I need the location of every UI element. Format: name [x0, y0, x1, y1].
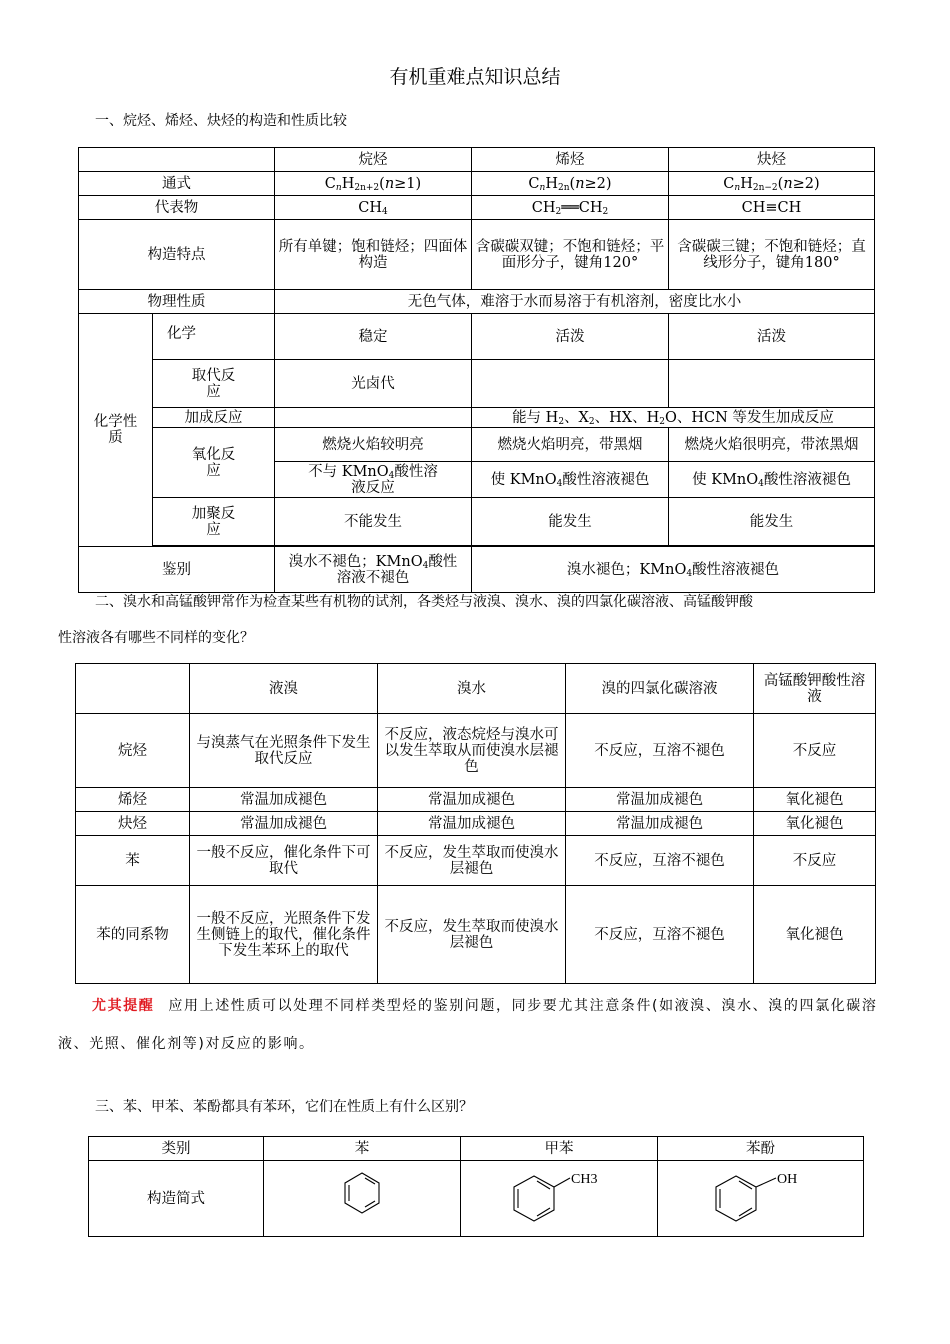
t3-header-toluene: 甲苯: [461, 1137, 658, 1161]
table-cell: 氧化褪色: [754, 812, 876, 836]
t3-header-benzene: 苯: [264, 1137, 461, 1161]
special-reminder-label: 尤其提醒: [92, 998, 155, 1014]
structure-label: 构造特点: [79, 220, 275, 290]
table-cell: 常温加成褪色: [190, 812, 378, 836]
benzene-comparison-table: [88, 1136, 864, 1237]
ident-other: 溴水褪色；KMnO$_4$酸性溶液褪色: [472, 547, 875, 593]
reagent-reaction-table: [75, 663, 876, 984]
page-title: 有机重难点知识总结: [389, 66, 561, 88]
toluene-structure: [461, 1161, 658, 1237]
header-alkene: 烯烃: [472, 148, 669, 172]
t2-header-bromine-water: 溴水: [378, 664, 566, 714]
struct-alkyne: 含碳碳三键；不饱和链烃；直线形分子，键角180°: [669, 220, 875, 290]
table-cell: 不反应: [754, 836, 876, 886]
t2-corner: [76, 664, 190, 714]
phenol-structure: [658, 1161, 864, 1237]
rep-alkyne: CH≡CH: [669, 196, 875, 220]
addition-label: 加成反应: [153, 408, 275, 428]
chem-alkene: 活泼: [472, 314, 669, 360]
ox1-alkane: 燃烧火焰较明亮: [275, 428, 472, 462]
section-2-line-2: 性溶液各有哪些不同样的变化？: [58, 630, 254, 646]
table-cell: 不反应，发生萃取而使溴水层褪色: [378, 836, 566, 886]
table-cell: 一般不反应，催化条件下可取代: [190, 836, 378, 886]
physical-label: 物理性质: [79, 290, 275, 314]
table-row-label: 烯烃: [76, 788, 190, 812]
table-cell: 氧化褪色: [754, 886, 876, 984]
benzene-structure: [264, 1161, 461, 1237]
subst-alkyne: [669, 360, 875, 408]
oh-label: OH: [776, 1171, 797, 1187]
poly-alkane: 不能发生: [275, 498, 472, 546]
alkane-alkene-alkyne-table: [78, 147, 875, 593]
ox1-alkyne: 燃烧火焰很明亮，带浓黑烟: [669, 428, 875, 462]
formula-alkyne: $C_nH_{2n-2}(n\ge 2)$: [669, 172, 875, 196]
header-alkyne: 炔烃: [669, 148, 875, 172]
table-cell: 常温加成褪色: [378, 812, 566, 836]
special-reminder-paragraph: [58, 987, 894, 1063]
table-cell: 常温加成褪色: [190, 788, 378, 812]
table-cell: 不反应，互溶不褪色: [566, 886, 754, 984]
poly-alkene: 能发生: [472, 498, 669, 546]
ox1-alkene: 燃烧火焰明亮，带黑烟: [472, 428, 669, 462]
ident-alkane: 溴水不褪色；KMnO$_4$酸性溶液不褪色: [275, 547, 472, 593]
formula-label: 通式: [79, 172, 275, 196]
table1-corner: [79, 148, 275, 172]
table-cell: 常温加成褪色: [378, 788, 566, 812]
phenol-structure-icon: [706, 1166, 816, 1232]
identification-label: 鉴别: [79, 547, 275, 593]
t2-header-bromine-ccl4: 溴的四氯化碳溶液: [566, 664, 754, 714]
t2-header-liquid-bromine: 液溴: [190, 664, 378, 714]
table-cell: 常温加成褪色: [566, 788, 754, 812]
structure-formula-label: 构造简式: [89, 1161, 264, 1237]
table-cell: 不反应: [754, 714, 876, 788]
struct-alkane: 所有单键；饱和链烃；四面体构造: [275, 220, 472, 290]
table-row-label: 炔烃: [76, 812, 190, 836]
chemical-properties-label: 化学性质: [79, 314, 153, 547]
table-cell: 不反应，发生萃取而使溴水层褪色: [378, 886, 566, 984]
chemical-sublabel: 化学: [153, 314, 275, 360]
rep-alkene: $CH_2══CH_2$: [472, 196, 669, 220]
table-cell: 氧化褪色: [754, 788, 876, 812]
polymerization-label: 加聚反应: [153, 498, 275, 546]
ox2-alkene: 使 KMnO$_4$酸性溶液褪色: [472, 462, 669, 498]
special-reminder-text: 应用上述性质可以处理不同样类型烃的鉴别问题，同步要尤其注意条件(如液溴、溴水、溴的四氯化碳溶液、光照、催化剂等)对反应的影响。: [58, 998, 878, 1052]
chem-alkyne: 活泼: [669, 314, 875, 360]
t3-header-phenol: 苯酚: [658, 1137, 864, 1161]
header-alkane: 烷烃: [275, 148, 472, 172]
formula-alkane: $C_nH_{2n+2}(n\ge 1)$: [275, 172, 472, 196]
ox2-alkane: 不与 KMnO$_4$酸性溶液反应: [275, 462, 472, 498]
table-row-label: 苯: [76, 836, 190, 886]
section-3-heading: 三、苯、甲苯、苯酚都具有苯环，它们在性质上有什么区别？: [95, 1099, 473, 1115]
subst-alkane: 光卤代: [275, 360, 472, 408]
subst-alkene: [472, 360, 669, 408]
table-cell: 不反应，互溶不褪色: [566, 714, 754, 788]
t2-header-kmno4: 高锰酸钾酸性溶液: [754, 664, 876, 714]
poly-alkyne: 能发生: [669, 498, 875, 546]
table-row-label: 苯的同系物: [76, 886, 190, 984]
add-value: 能与 $H_2$、$X_2$、HX、$H_2O$、HCN 等发生加成反应: [472, 408, 875, 428]
chem-alkane: 稳定: [275, 314, 472, 360]
substitution-label: 取代反应: [153, 360, 275, 408]
representative-label: 代表物: [79, 196, 275, 220]
rep-alkane: $CH_4$: [275, 196, 472, 220]
table-cell: 与溴蒸气在光照条件下发生取代反应: [190, 714, 378, 788]
section-1-heading: 一、烷烃、烯烃、炔烃的构造和性质比较: [95, 113, 347, 129]
formula-alkene: $C_nH_{2n}(n\ge 2)$: [472, 172, 669, 196]
section-2-line-1: 二、溴水和高锰酸钾常作为检查某些有机物的试剂，各类烃与液溴、溴水、溴的四氯化碳溶液、高锰酸钾酸: [95, 594, 753, 610]
toluene-structure-icon: [504, 1166, 614, 1232]
add-alkane: [275, 408, 472, 428]
table-cell: 不反应，互溶不褪色: [566, 836, 754, 886]
struct-alkene: 含碳碳双键；不饱和链烃；平面形分子，键角120°: [472, 220, 669, 290]
ox2-alkyne: 使 KMnO$_4$酸性溶液褪色: [669, 462, 875, 498]
t3-header-type: 类别: [89, 1137, 264, 1161]
table-row-label: 烷烃: [76, 714, 190, 788]
table-cell: 常温加成褪色: [566, 812, 754, 836]
oxidation-label: 氧化反应: [153, 428, 275, 498]
table-cell: 不反应，液态烷烃与溴水可以发生萃取从而使溴水层褪色: [378, 714, 566, 788]
ch3-label: CH3: [571, 1171, 598, 1187]
benzene-ring-icon: [332, 1165, 392, 1225]
table-cell: 一般不反应，光照条件下发生侧链上的取代，催化条件下发生苯环上的取代: [190, 886, 378, 984]
physical-value: 无色气体，难溶于水而易溶于有机溶剂，密度比水小: [275, 290, 875, 314]
